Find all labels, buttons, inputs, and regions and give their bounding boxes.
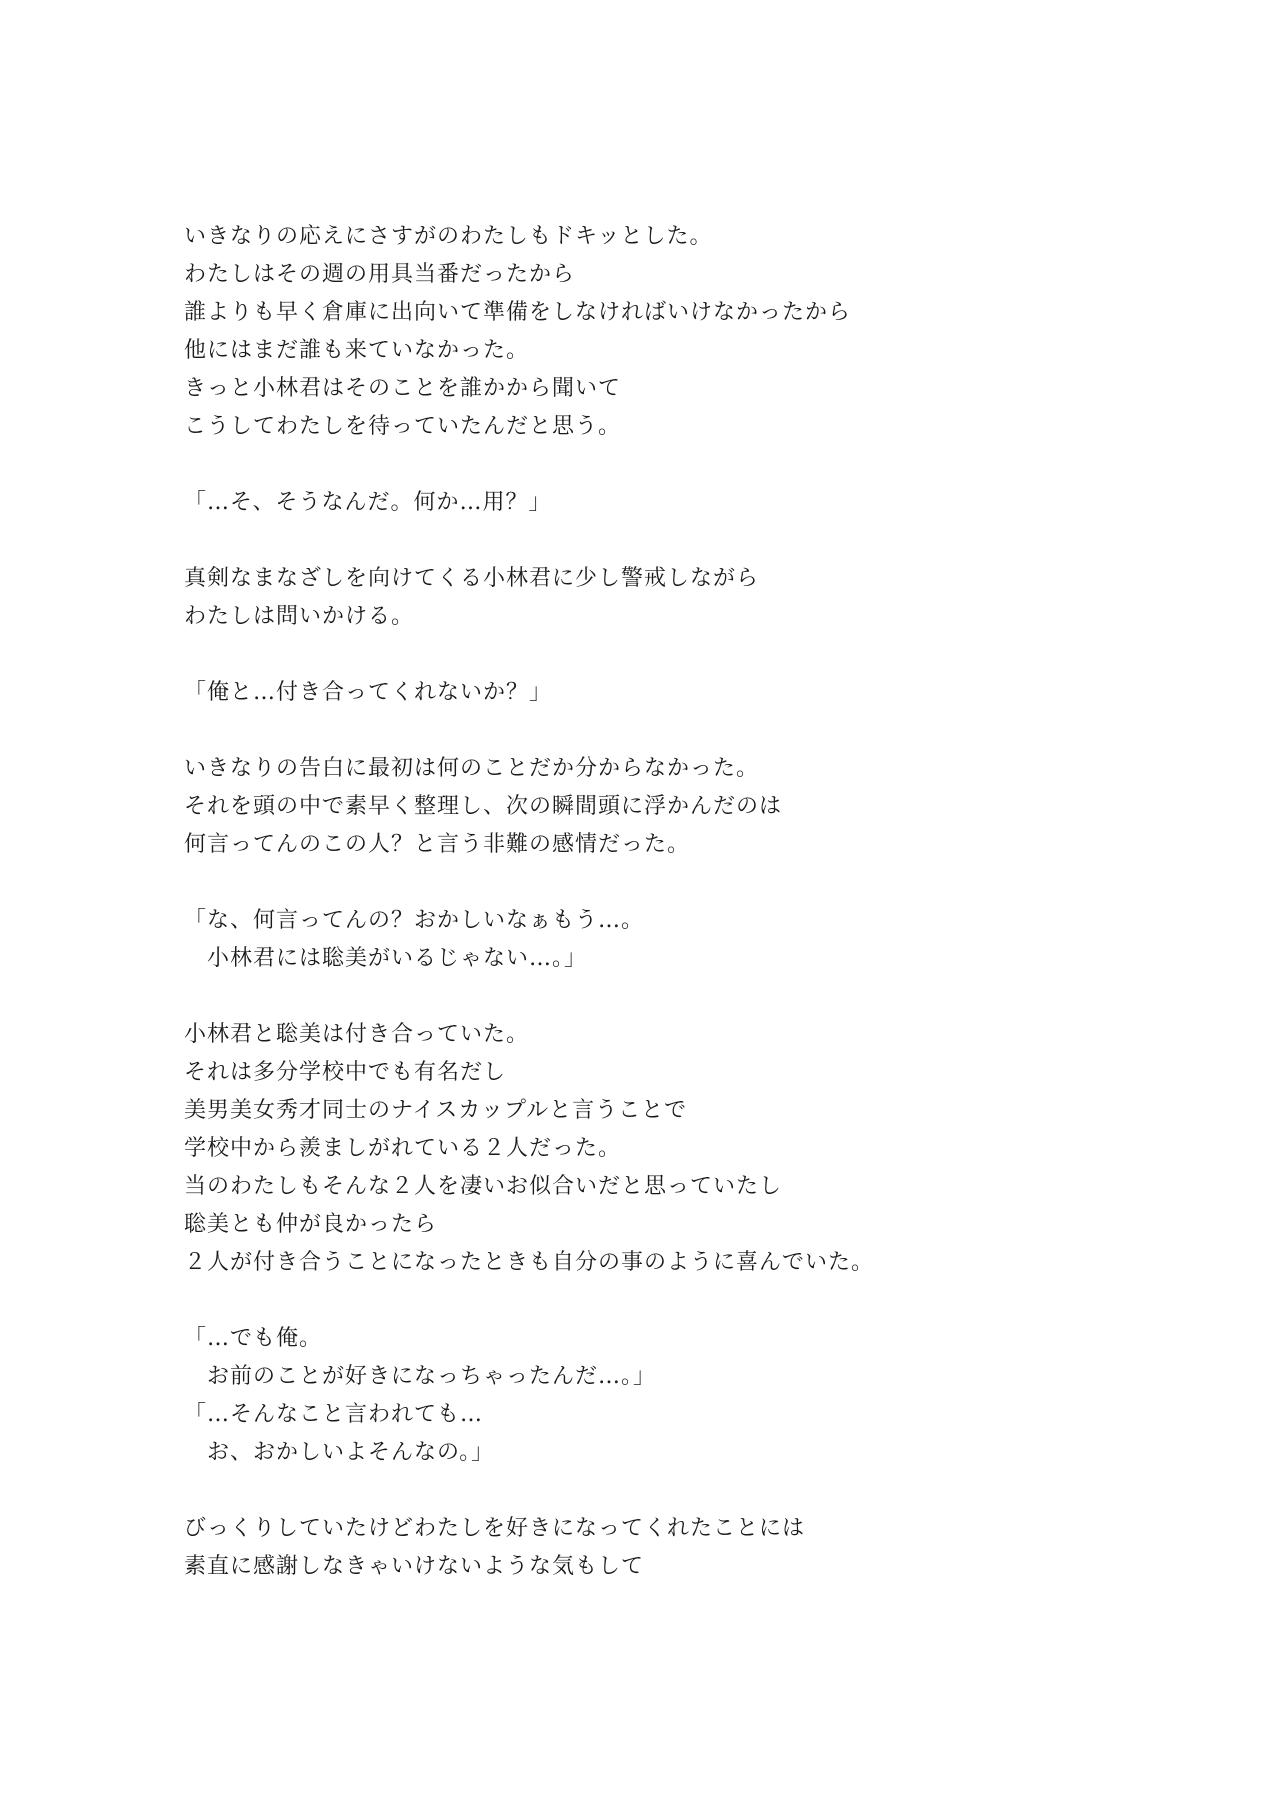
blank-line [184,712,1184,750]
text-line: それを頭の中で素早く整理し、次の瞬間頭に浮かんだのは [184,794,783,819]
dialogue-line: 「俺と…付き合ってくれないか？」 [184,680,553,705]
text-line: わたしはその週の用具当番だったから [184,262,576,287]
text-line: きっと小林君はそのことを誰かから聞いて [184,376,622,401]
dialogue-line: 「…そんなこと言われても… [184,1402,484,1427]
text-line: ２人が付き合うことになったときも自分の事のように喜んでいた。 [184,1250,875,1275]
text-line: いきなりの告白に最初は何のことだか分からなかった。 [184,756,760,781]
text-line: いきなりの応えにさすがのわたしもドキッとした。 [184,224,713,249]
text-line: 学校中から羨ましがれている２人だった。 [184,1136,622,1161]
text-line: 当のわたしもそんな２人を凄いお似合いだと思っていたし [184,1174,783,1199]
blank-line [184,1472,1184,1510]
text-line: 真剣なまなざしを向けてくる小林君に少し警戒しながら [184,566,760,591]
dialogue-line: 「…でも俺。 [184,1326,323,1351]
blank-line [184,864,1184,902]
dialogue-line: お前のことが好きになっちゃったんだ…。」 [184,1364,657,1389]
dialogue-line: 「…そ、そうなんだ。何か…用？」 [184,490,552,515]
text-line: わたしは問いかける。 [184,604,415,629]
blank-line [184,522,1184,560]
text-line: 美男美女秀才同士のナイスカップルと言うことで [184,1098,688,1123]
blank-line [184,636,1184,674]
blank-line [184,446,1184,484]
text-line: こうしてわたしを待っていたんだと思う。 [184,414,622,439]
text-line: 他にはまだ誰も来ていなかった。 [184,338,530,363]
text-line: 聡美とも仲が良かったら [184,1212,438,1237]
text-line: 何言ってんのこの人？と言う非難の感情だった。 [184,832,691,857]
dialogue-line: 小林君には聡美がいるじゃない…。」 [184,946,588,971]
blank-line [184,1282,1184,1320]
text-line: 誰よりも早く倉庫に出向いて準備をしなければいけなかったから [184,300,852,325]
dialogue-line: 「な、何言ってんの？おかしいなぁもう…。 [184,908,645,933]
blank-line [184,978,1184,1016]
text-line: 素直に感謝しなきゃいけないような気もして [184,1554,645,1579]
text-line: 小林君と聡美は付き合っていた。 [184,1022,530,1047]
text-line: それは多分学校中でも有名だし [184,1060,507,1085]
dialogue-line: お、おかしいよそんなの。」 [184,1440,495,1465]
body-text [184,218,1184,1586]
text-line: びっくりしていたけどわたしを好きになってくれたことには [184,1516,806,1541]
